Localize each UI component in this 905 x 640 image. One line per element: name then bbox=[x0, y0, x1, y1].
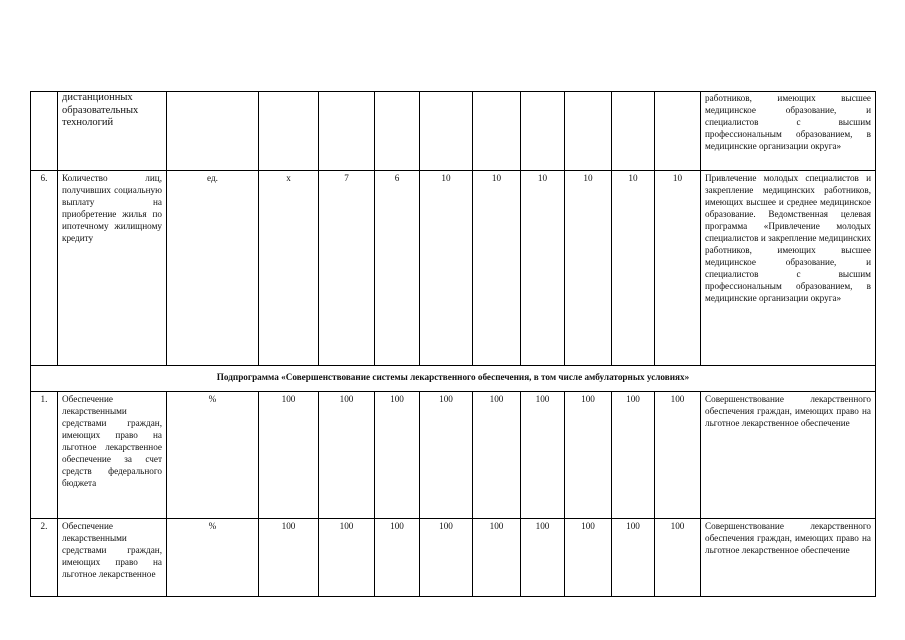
value-cell: 100 bbox=[259, 519, 319, 597]
value-cell: 100 bbox=[420, 519, 473, 597]
table-row bbox=[31, 171, 876, 366]
note-cell: Совершенствование лекарственного обеспечения граждан, имеющих право на льготное лекарственное обеспечение bbox=[701, 392, 876, 519]
value-cell: 10 bbox=[521, 171, 565, 366]
table-row bbox=[31, 392, 876, 519]
value-cell: х bbox=[259, 171, 319, 366]
indicator-name: Обеспечение лекарственными средствами граждан, имеющих право на льготное лекарственное bbox=[58, 519, 167, 597]
value-cell: 100 bbox=[473, 519, 521, 597]
value-cell bbox=[259, 92, 319, 171]
value-cell: 100 bbox=[420, 392, 473, 519]
value-cell: 10 bbox=[473, 171, 521, 366]
value-cell: 100 bbox=[521, 392, 565, 519]
value-cell bbox=[565, 92, 612, 171]
indicators-table bbox=[30, 91, 876, 597]
value-cell: 100 bbox=[319, 392, 375, 519]
value-cell bbox=[473, 92, 521, 171]
note-cell: Привлечение молодых специалистов и закрепление медицинских работников, имеющих высшее и среднее медицинское образование. Ведомственная целевая программа «Привлечение молодых специалистов и закрепление медицинских работников, имеющих высшее медицинское образование, и специалистов с высшим профессиональным образованием, в медицинские организации округа» bbox=[701, 171, 876, 366]
unit-cell bbox=[167, 92, 259, 171]
value-cell: 100 bbox=[565, 392, 612, 519]
value-cell: 100 bbox=[612, 519, 655, 597]
value-cell bbox=[319, 92, 375, 171]
row-number bbox=[31, 92, 58, 171]
indicator-name: Количество лиц, получивших социальную выплату на приобретение жилья по ипотечному жилищному кредиту bbox=[58, 171, 167, 366]
unit-cell: ед. bbox=[167, 171, 259, 366]
value-cell bbox=[420, 92, 473, 171]
unit-cell: % bbox=[167, 392, 259, 519]
subprogram-title: Подпрограмма «Совершенствование системы лекарственного обеспечения, в том числе амбулаторных условиях» bbox=[31, 366, 876, 392]
value-cell: 100 bbox=[259, 392, 319, 519]
value-cell: 100 bbox=[565, 519, 612, 597]
unit-cell: % bbox=[167, 519, 259, 597]
value-cell: 10 bbox=[420, 171, 473, 366]
note-cell: работников, имеющих высшее медицинское образование, и специалистов с высшим профессиональным образованием, в медицинские организации округа» bbox=[701, 92, 876, 171]
row-number: 2. bbox=[31, 519, 58, 597]
value-cell: 6 bbox=[375, 171, 420, 366]
table-row bbox=[31, 92, 876, 171]
value-cell: 10 bbox=[655, 171, 701, 366]
value-cell: 10 bbox=[565, 171, 612, 366]
value-cell bbox=[375, 92, 420, 171]
value-cell bbox=[612, 92, 655, 171]
value-cell bbox=[655, 92, 701, 171]
row-number: 1. bbox=[31, 392, 58, 519]
table-row bbox=[31, 519, 876, 597]
note-cell: Совершенствование лекарственного обеспечения граждан, имеющих право на льготное лекарственное обеспечение bbox=[701, 519, 876, 597]
value-cell: 100 bbox=[612, 392, 655, 519]
value-cell bbox=[521, 92, 565, 171]
value-cell: 7 bbox=[319, 171, 375, 366]
subprogram-row bbox=[31, 366, 876, 392]
value-cell: 100 bbox=[473, 392, 521, 519]
value-cell: 100 bbox=[319, 519, 375, 597]
value-cell: 100 bbox=[655, 392, 701, 519]
value-cell: 100 bbox=[521, 519, 565, 597]
row-number: 6. bbox=[31, 171, 58, 366]
value-cell: 100 bbox=[655, 519, 701, 597]
indicator-name: Обеспечение лекарственными средствами граждан, имеющих право на льготное лекарственное обеспечение за счет средств федерального бюджета bbox=[58, 392, 167, 519]
value-cell: 100 bbox=[375, 519, 420, 597]
indicator-name: дистанционных образовательных технологий bbox=[58, 92, 167, 171]
value-cell: 100 bbox=[375, 392, 420, 519]
value-cell: 10 bbox=[612, 171, 655, 366]
